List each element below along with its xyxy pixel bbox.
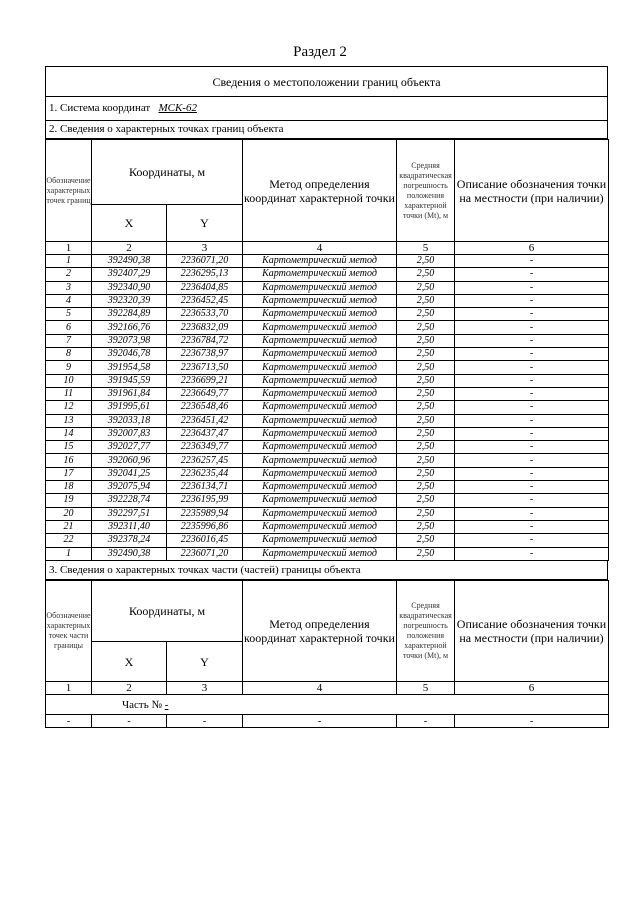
- coord-system-row: [45, 97, 608, 121]
- part-cell: -: [92, 715, 167, 728]
- point-y: 2236649,77: [167, 387, 243, 400]
- header-main: Сведения о местоположении границ объекта: [212, 75, 441, 89]
- point-number: 4: [46, 294, 92, 307]
- point-number: 8: [46, 348, 92, 361]
- point-x: 392007,83: [92, 427, 167, 440]
- point-method: Картометрический метод: [243, 321, 397, 334]
- point-description: -: [455, 268, 609, 281]
- point-method: Картометрический метод: [243, 467, 397, 480]
- point-y: 2236195,99: [167, 494, 243, 507]
- point-method: Картометрический метод: [243, 281, 397, 294]
- point-y: 2236784,72: [167, 334, 243, 347]
- point-accuracy: 2,50: [397, 534, 455, 547]
- point-x: 392378,24: [92, 534, 167, 547]
- table-row: [46, 507, 609, 520]
- table-row: [46, 255, 609, 268]
- parts-header-method: Метод определения координат характерной точки: [243, 581, 397, 682]
- point-description: -: [455, 520, 609, 533]
- point-y: 2236071,20: [167, 255, 243, 268]
- point-number: 7: [46, 334, 92, 347]
- points-body: [46, 255, 609, 561]
- parts-header-description: Описание обозначения точки на местности (при наличии): [455, 581, 609, 682]
- point-x: 392490,38: [92, 547, 167, 560]
- point-method: Картометрический метод: [243, 534, 397, 547]
- part-cell: -: [167, 715, 243, 728]
- point-x: 392228,74: [92, 494, 167, 507]
- point-x: 392490,38: [92, 255, 167, 268]
- header-main-box: [45, 66, 608, 97]
- point-y: 2236699,21: [167, 374, 243, 387]
- point-x: 392041,25: [92, 467, 167, 480]
- point-description: -: [455, 348, 609, 361]
- point-x: 391945,59: [92, 374, 167, 387]
- point-accuracy: 2,50: [397, 494, 455, 507]
- table-row: [46, 441, 609, 454]
- parts-header-y: Y: [167, 642, 243, 682]
- point-description: -: [455, 294, 609, 307]
- point-accuracy: 2,50: [397, 374, 455, 387]
- point-y: 2236134,71: [167, 481, 243, 494]
- point-x: 391995,61: [92, 401, 167, 414]
- point-method: Картометрический метод: [243, 255, 397, 268]
- point-accuracy: 2,50: [397, 467, 455, 480]
- point-accuracy: 2,50: [397, 520, 455, 533]
- point-description: -: [455, 308, 609, 321]
- table-row: [46, 467, 609, 480]
- point-x: 392407,29: [92, 268, 167, 281]
- point-number: 15: [46, 441, 92, 454]
- point-method: Картометрический метод: [243, 308, 397, 321]
- point-y: 2236295,13: [167, 268, 243, 281]
- parts-header-x: X: [92, 642, 167, 682]
- header-method: Метод определения координат характерной точки: [243, 140, 397, 242]
- point-number: 6: [46, 321, 92, 334]
- part-cell: -: [397, 715, 455, 728]
- part-label: Часть №: [122, 698, 162, 711]
- table-row: [46, 454, 609, 467]
- parts-header-accuracy: Средняя квадратическая погрешность положения характерной точки (Mt), м: [397, 581, 455, 682]
- point-x: 391961,84: [92, 387, 167, 400]
- point-description: -: [455, 374, 609, 387]
- point-accuracy: 2,50: [397, 361, 455, 374]
- point-y: 2236533,70: [167, 308, 243, 321]
- point-description: -: [455, 414, 609, 427]
- table-row: [46, 387, 609, 400]
- col-number: 4: [243, 242, 397, 255]
- point-description: -: [455, 467, 609, 480]
- points-section-title: 2. Сведения о характерных точках границ объекта: [45, 121, 608, 139]
- table-row: [46, 281, 609, 294]
- point-x: 392027,77: [92, 441, 167, 454]
- table-row: [46, 401, 609, 414]
- header-description: Описание обозначения точки на местности (при наличии): [455, 140, 609, 242]
- col-number: 1: [46, 682, 92, 695]
- table-row: [46, 308, 609, 321]
- point-y: 2236548,46: [167, 401, 243, 414]
- parts-header-point-name: Обозначение характерных точек части границы: [46, 581, 92, 682]
- point-description: -: [455, 321, 609, 334]
- point-accuracy: 2,50: [397, 441, 455, 454]
- point-method: Картометрический метод: [243, 520, 397, 533]
- part-value: -: [164, 698, 169, 711]
- table-row: [46, 427, 609, 440]
- section-title: Раздел 2: [293, 44, 347, 60]
- table-row: [46, 547, 609, 560]
- point-description: -: [455, 334, 609, 347]
- col-number: 3: [167, 242, 243, 255]
- point-accuracy: 2,50: [397, 507, 455, 520]
- points-table: [45, 139, 609, 561]
- table-row: [46, 361, 609, 374]
- point-description: -: [455, 507, 609, 520]
- point-number: 10: [46, 374, 92, 387]
- point-y: 2236257,45: [167, 454, 243, 467]
- point-description: -: [455, 441, 609, 454]
- coord-system-label: 1. Система координат: [49, 102, 151, 114]
- point-x: 391954,58: [92, 361, 167, 374]
- point-y: 2236437,47: [167, 427, 243, 440]
- point-accuracy: 2,50: [397, 387, 455, 400]
- point-accuracy: 2,50: [397, 268, 455, 281]
- point-accuracy: 2,50: [397, 454, 455, 467]
- point-method: Картометрический метод: [243, 401, 397, 414]
- point-method: Картометрический метод: [243, 507, 397, 520]
- point-y: 2236349,77: [167, 441, 243, 454]
- point-description: -: [455, 534, 609, 547]
- point-x: 392311,40: [92, 520, 167, 533]
- point-x: 392340,90: [92, 281, 167, 294]
- point-method: Картометрический метод: [243, 387, 397, 400]
- point-description: -: [455, 481, 609, 494]
- point-y: 2236832,09: [167, 321, 243, 334]
- col-number: 6: [455, 242, 609, 255]
- col-number: 4: [243, 682, 397, 695]
- point-method: Картометрический метод: [243, 547, 397, 560]
- point-description: -: [455, 454, 609, 467]
- point-y: 2236071,20: [167, 547, 243, 560]
- point-x: 392166,76: [92, 321, 167, 334]
- point-x: 392284,89: [92, 308, 167, 321]
- point-x: 392297,51: [92, 507, 167, 520]
- point-description: -: [455, 387, 609, 400]
- point-accuracy: 2,50: [397, 414, 455, 427]
- point-method: Картометрический метод: [243, 454, 397, 467]
- point-number: 14: [46, 427, 92, 440]
- point-y: 2236713,50: [167, 361, 243, 374]
- point-number: 16: [46, 454, 92, 467]
- point-method: Картометрический метод: [243, 494, 397, 507]
- header-x: X: [92, 205, 167, 242]
- part-number-row: [46, 695, 609, 715]
- col-number: 1: [46, 242, 92, 255]
- table-row: [46, 374, 609, 387]
- point-method: Картометрический метод: [243, 374, 397, 387]
- point-number: 1: [46, 255, 92, 268]
- point-accuracy: 2,50: [397, 308, 455, 321]
- point-number: 1: [46, 547, 92, 560]
- point-method: Картометрический метод: [243, 294, 397, 307]
- col-number: 3: [167, 682, 243, 695]
- table-row: [46, 294, 609, 307]
- point-x: 392046,78: [92, 348, 167, 361]
- point-number: 11: [46, 387, 92, 400]
- table-row: [46, 481, 609, 494]
- point-accuracy: 2,50: [397, 547, 455, 560]
- point-method: Картометрический метод: [243, 348, 397, 361]
- point-number: 9: [46, 361, 92, 374]
- point-description: -: [455, 281, 609, 294]
- point-y: 2236235,44: [167, 467, 243, 480]
- point-method: Картометрический метод: [243, 481, 397, 494]
- point-number: 17: [46, 467, 92, 480]
- table-row: [46, 268, 609, 281]
- point-y: 2236404,85: [167, 281, 243, 294]
- table-row: [46, 494, 609, 507]
- point-x: 392033,18: [92, 414, 167, 427]
- point-accuracy: 2,50: [397, 281, 455, 294]
- table-row: [46, 520, 609, 533]
- point-accuracy: 2,50: [397, 334, 455, 347]
- point-x: 392075,94: [92, 481, 167, 494]
- part-cell: -: [455, 715, 609, 728]
- point-y: 2235996,86: [167, 520, 243, 533]
- point-y: 2236738,97: [167, 348, 243, 361]
- point-y: 2236452,45: [167, 294, 243, 307]
- point-number: 20: [46, 507, 92, 520]
- point-method: Картометрический метод: [243, 414, 397, 427]
- table-row: [46, 321, 609, 334]
- point-description: -: [455, 494, 609, 507]
- point-number: 22: [46, 534, 92, 547]
- table-row: [46, 534, 609, 547]
- header-accuracy: Средняя квадратическая погрешность положения характерной точки (Mt), м: [397, 140, 455, 242]
- part-cell: -: [46, 715, 92, 728]
- point-x: 392060,96: [92, 454, 167, 467]
- col-number: 5: [397, 242, 455, 255]
- coord-system-value: МСК-62: [158, 102, 197, 114]
- point-description: -: [455, 401, 609, 414]
- point-accuracy: 2,50: [397, 321, 455, 334]
- point-method: Картометрический метод: [243, 427, 397, 440]
- col-number: 2: [92, 242, 167, 255]
- point-description: -: [455, 547, 609, 560]
- header-coords: Координаты, м: [92, 140, 243, 205]
- point-method: Картометрический метод: [243, 441, 397, 454]
- point-description: -: [455, 255, 609, 268]
- point-x: 392320,39: [92, 294, 167, 307]
- point-method: Картометрический метод: [243, 361, 397, 374]
- point-accuracy: 2,50: [397, 481, 455, 494]
- point-number: 12: [46, 401, 92, 414]
- point-accuracy: 2,50: [397, 294, 455, 307]
- point-method: Картометрический метод: [243, 268, 397, 281]
- table-row: [46, 348, 609, 361]
- point-method: Картометрический метод: [243, 334, 397, 347]
- point-number: 2: [46, 268, 92, 281]
- point-x: 392073,98: [92, 334, 167, 347]
- point-number: 21: [46, 520, 92, 533]
- point-description: -: [455, 361, 609, 374]
- parts-section-title: 3. Сведения о характерных точках части (частей) границы объекта: [45, 561, 608, 580]
- point-number: 18: [46, 481, 92, 494]
- part-cell: -: [243, 715, 397, 728]
- table-row: [46, 414, 609, 427]
- col-number: 5: [397, 682, 455, 695]
- table-row: [46, 334, 609, 347]
- point-y: 2236451,42: [167, 414, 243, 427]
- point-accuracy: 2,50: [397, 255, 455, 268]
- header-y: Y: [167, 205, 243, 242]
- point-y: 2235989,94: [167, 507, 243, 520]
- parts-header-coords: Координаты, м: [92, 581, 243, 642]
- point-accuracy: 2,50: [397, 427, 455, 440]
- point-number: 13: [46, 414, 92, 427]
- point-y: 2236016,45: [167, 534, 243, 547]
- col-number: 6: [455, 682, 609, 695]
- point-number: 5: [46, 308, 92, 321]
- point-description: -: [455, 427, 609, 440]
- point-number: 19: [46, 494, 92, 507]
- parts-table: [45, 580, 609, 728]
- point-number: 3: [46, 281, 92, 294]
- header-point-name: Обозначение характерных точек границ: [46, 140, 92, 242]
- point-accuracy: 2,50: [397, 401, 455, 414]
- col-number: 2: [92, 682, 167, 695]
- point-accuracy: 2,50: [397, 348, 455, 361]
